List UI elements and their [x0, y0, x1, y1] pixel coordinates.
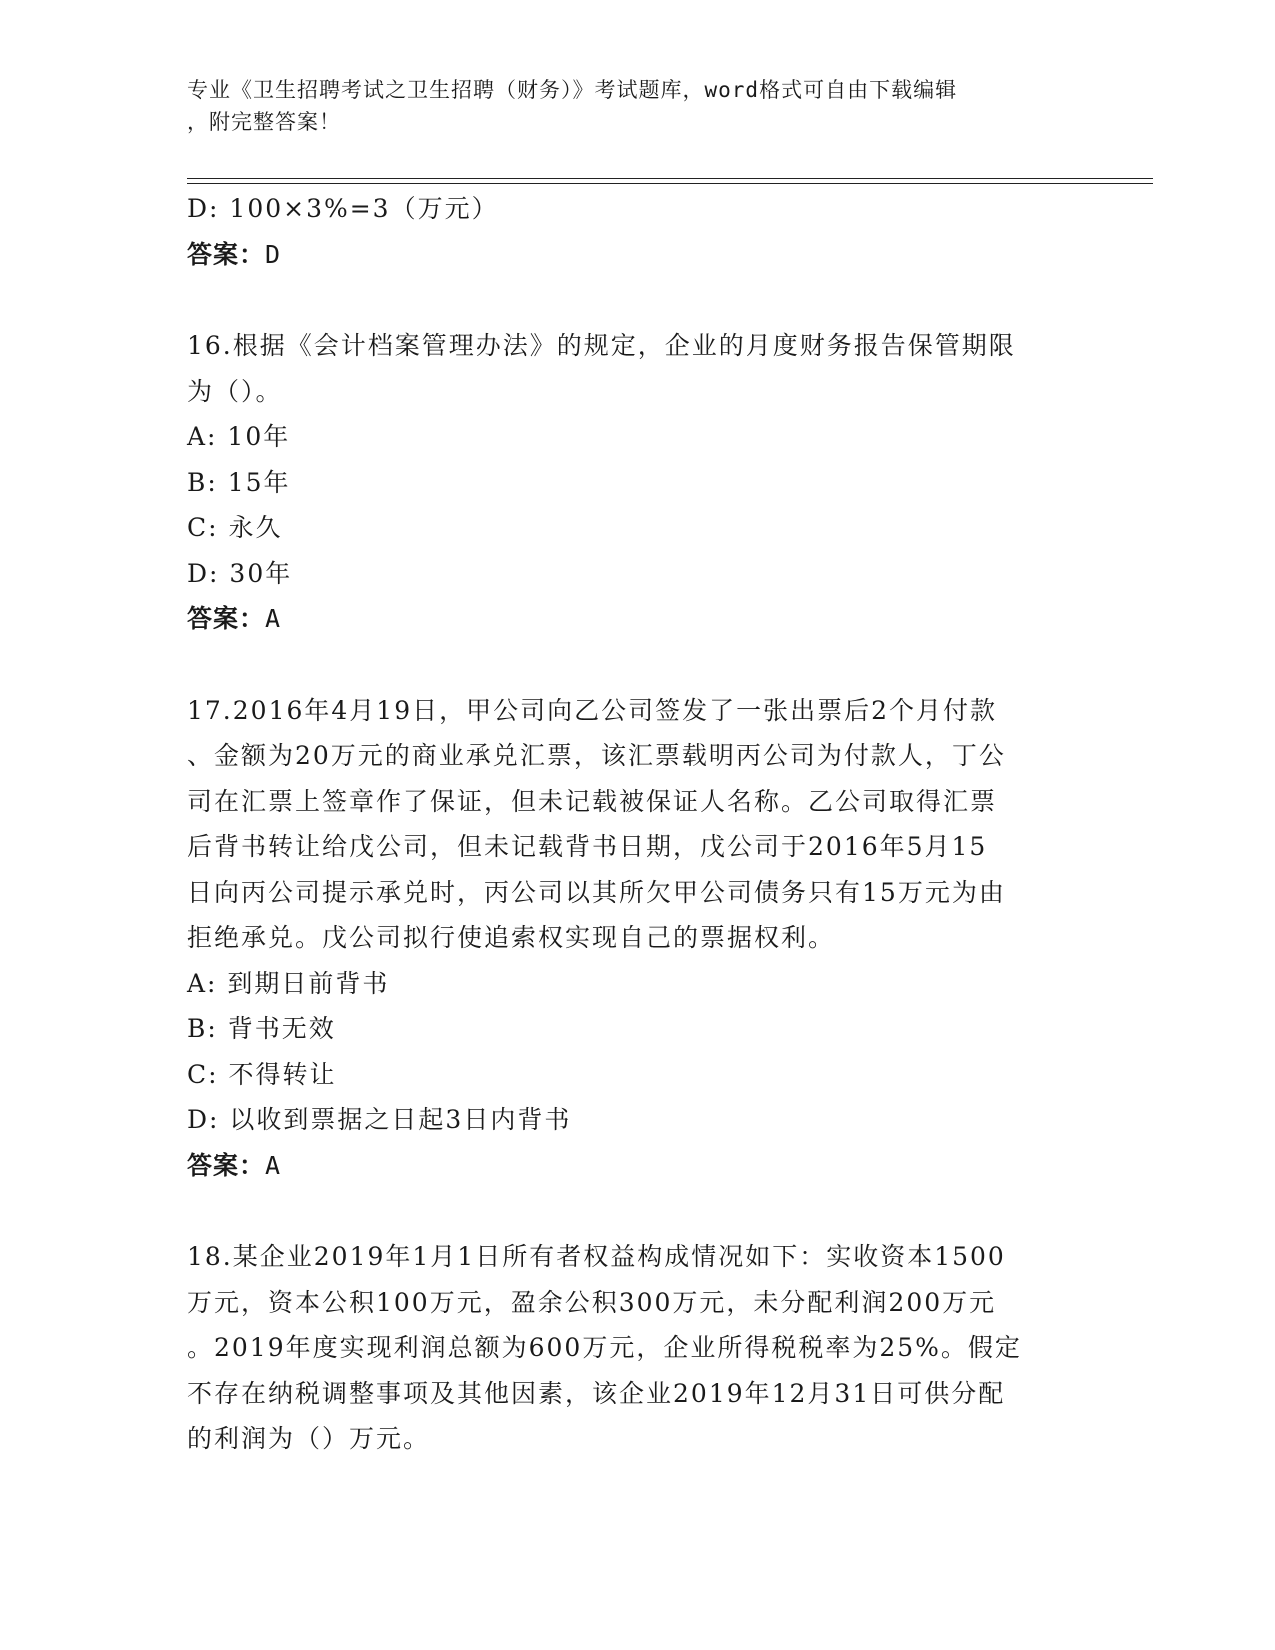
option-d: D: 30年 [187, 558, 293, 588]
spacer [187, 642, 1087, 688]
question-text-line: 16.根据《会计档案管理办法》的规定，企业的月度财务报告保管期限 [187, 331, 1016, 360]
question-17 [187, 688, 1087, 1189]
spacer [187, 277, 1087, 323]
answer-line [187, 232, 1087, 278]
question-18 [187, 1234, 1087, 1462]
answer-value: A [265, 604, 282, 633]
option-b: B: 背书无效 [187, 1014, 336, 1043]
header-divider-bottom [187, 183, 1153, 184]
question-text-line: 17.2016年4月19日，甲公司向乙公司签发了一张出票后2个月付款 [187, 695, 998, 725]
option-d: D: 100×3%=3（万元） [187, 194, 499, 223]
question-text-line: 司在汇票上签章作了保证，但未记载被保证人名称。乙公司取得汇票 [187, 786, 998, 816]
answer-value: A [265, 1150, 282, 1180]
answer-line [187, 1143, 1087, 1189]
question-text-line: 。2019年度实现利润总额为600万元，企业所得税税率为25%。假定 [187, 1333, 1022, 1362]
option-d: D: 以收到票据之日起3日内背书 [187, 1105, 572, 1134]
answer-label: 答案： [187, 1150, 266, 1180]
question-text-line: 18.某企业2019年1月1日所有者权益构成情况如下：实收资本1500 [187, 1242, 1006, 1271]
question-text-line: 拒绝承兑。戊公司拟行使追索权实现自己的票据权利。 [187, 923, 836, 952]
header-divider-top [187, 178, 1153, 179]
option-c: C: 永久 [187, 513, 283, 542]
question-text-line: 、金额为20万元的商业承兑汇票，该汇票载明丙公司为付款人，丁公 [187, 741, 1006, 770]
option-c: C: 不得转让 [187, 1059, 337, 1089]
header-line-2: ，附完整答案！ [187, 110, 341, 134]
option-b: B: 15年 [187, 467, 291, 497]
header-line-1: 专业《卫生招聘考试之卫生招聘（财务）》考试题库，word格式可自由下载编辑 [187, 78, 958, 102]
document-body [187, 186, 1087, 1462]
answer-line [187, 596, 1087, 642]
document-header [187, 74, 1067, 138]
option-a: A: 到期日前背书 [187, 968, 390, 998]
previous-question-tail [187, 186, 1087, 277]
answer-label: 答案： [187, 604, 266, 633]
spacer [187, 1188, 1087, 1234]
question-16 [187, 323, 1087, 642]
question-text-line: 后背书转让给戊公司，但未记载背书日期，戊公司于2016年5月15 [187, 832, 988, 861]
question-text-line: 不存在纳税调整事项及其他因素，该企业2019年12月31日可供分配 [187, 1378, 1006, 1408]
question-text-line: 的利润为（）万元。 [187, 1424, 431, 1453]
answer-label: 答案： [187, 239, 266, 269]
answer-value: D [265, 239, 282, 269]
question-text-line: 万元，资本公积100万元，盈余公积300万元，未分配利润200万元 [187, 1287, 997, 1317]
question-text-line: 为（）。 [187, 376, 283, 406]
option-a: A: 10年 [187, 422, 291, 451]
question-text-line: 日向丙公司提示承兑时，丙公司以其所欠甲公司债务只有15万元为由 [187, 877, 1006, 907]
